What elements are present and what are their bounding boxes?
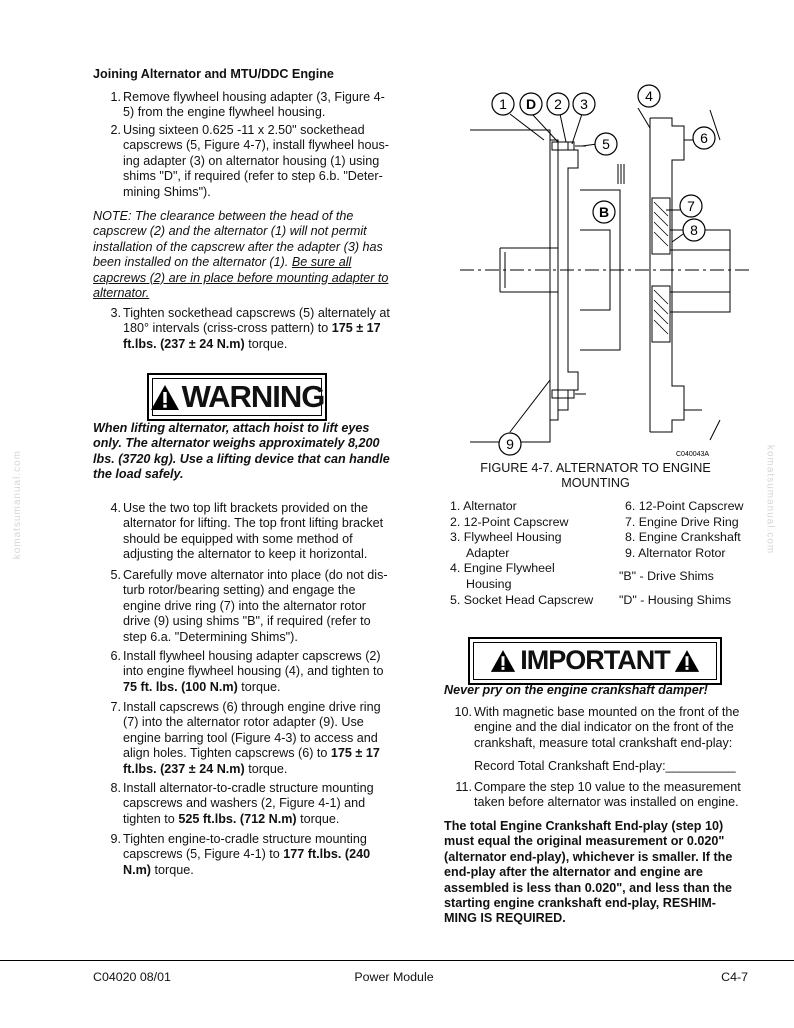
requirement-line: starting engine crankshaft end-play, RESHIM- [444,896,716,911]
note-line: NOTE: The clearance between the head of the [93,209,354,223]
footer-doc-id: C04020 08/01 [93,970,171,984]
step-text-part: capscrews (5, Figure 4-1) to [123,847,284,862]
step-text [123,812,398,827]
step-text: turb rotor/bearing setting) and engage the [123,583,356,598]
warning-triangle-icon [674,649,700,673]
part-item: 1. Alternator [450,499,517,513]
step-number: 11. [455,780,472,794]
step-text: (7) into the alternator rotor adapter (9). Use [123,715,364,730]
final-requirement [444,819,747,927]
note-line [93,255,398,270]
step-text: Tighten sockethead capscrews (5) alternately at [123,306,390,320]
requirement-line: assembled is less than 0.020", and less than the [444,880,733,895]
note-underline: capcrews (2) are in place before mounting adapter to [93,270,389,285]
caption-line: MOUNTING [561,476,630,491]
requirement-line: end-play after the alternator and engine are [444,865,703,880]
step-text-part: torque. [296,811,340,826]
callout-6: 6 [700,130,708,146]
torque-value: 177 ft.lbs. (240 [283,847,371,862]
step-number: 6. [110,649,121,663]
step-text [123,337,398,352]
step-text: With magnetic base mounted on the front of the [474,705,740,719]
step-number: 7. [110,700,121,714]
part-item: 8. Engine Crankshaft [625,530,741,545]
warning-line: only. The alternator weighs approximately 8,200 [93,436,380,451]
step-text: Using sixteen 0.625 -11 x 2.50" sockethead [123,123,365,137]
step-text-part: tighten to [123,811,179,826]
footer-page-number: C4-7 [721,970,748,984]
note-underline: alternator. [93,286,150,301]
step-7 [93,700,398,777]
warning-line: When lifting alternator, attach hoist to lift eyes [93,421,370,435]
step-text: Install capscrews (6) through engine drive ring [123,700,381,714]
note-block [93,209,398,301]
important-note: Never pry on the engine crankshaft damper! [444,683,708,697]
figure-code: C040043A [676,451,710,458]
step-text: shims "D", if required (refer to step 6.b. "Deter- [123,169,383,184]
step-text-part: torque. [151,862,194,877]
part-item: Housing [466,576,512,591]
footer-title: Power Module [354,970,434,984]
part-item: 6. 12-Point Capscrew [625,499,744,513]
part-item: "B" - Drive Shims [619,569,714,584]
torque-value: 75 ft. lbs. (100 N.m) [123,679,238,694]
step-text [123,847,398,862]
part-item: 7. Engine Drive Ring [625,514,739,529]
step-text: Tighten engine-to-cradle structure mounting [123,832,367,846]
step-1 [93,90,398,121]
warning-label: WARNING [181,379,325,415]
part-item: 3. Flywheel Housing [450,530,562,545]
section-heading: Joining Alternator and MTU/DDC Engine [93,67,334,81]
callout-b: B [598,204,610,220]
footer-rule [0,960,794,961]
step-number: 2. [110,123,121,137]
torque-value: ft.lbs. (237 ± 24 N.m) [123,761,245,776]
step-text: mining Shims"). [123,184,211,199]
warning-text [93,421,398,483]
step-number: 1. [110,90,121,104]
part-item: 9. Alternator Rotor [625,545,726,560]
step-text: 5) from the engine flywheel housing. [123,105,326,120]
step-3 [93,306,398,352]
step-number: 10. [454,705,472,719]
step-text-part: torque. [237,679,281,694]
part-item: 5. Socket Head Capscrew [450,592,594,607]
callout-9: 9 [506,436,514,452]
important-banner [468,637,722,685]
step-text [123,321,398,336]
torque-value: N.m) [123,862,151,877]
step-number: 9. [110,832,121,846]
parts-list-left [450,499,620,608]
note-underline: Be sure all [291,255,352,270]
step-text: capscrews (5, Figure 4-7), install flywheel hous- [123,138,389,153]
note-line: installation of the capscrew after the adapter (3) has [93,239,383,254]
step-9 [93,832,398,878]
torque-value: 525 ft.lbs. (712 N.m) [178,811,297,826]
step-text: crankshaft, measure total crankshaft end-play: [474,735,733,750]
callout-1: 1 [499,96,507,112]
callout-4: 4 [645,88,653,104]
callout-d: D [525,96,537,112]
torque-value: 175 ± 17 [330,746,380,761]
step-text [123,680,398,695]
torque-value: 175 ± 17 [331,321,381,336]
record-end-play-field[interactable]: Record Total Crankshaft End-play:__________ [474,759,736,773]
figure-caption [444,461,747,492]
warning-banner [147,373,327,421]
warning-triangle-icon [490,649,516,673]
step-text: Use the two top lift brackets provided on the [123,501,369,515]
step-text [123,746,398,761]
important-label: IMPORTANT [520,645,670,676]
part-item: 2. 12-Point Capscrew [450,514,569,529]
step-text: Install alternator-to-cradle structure mounting [123,781,374,795]
alternator-mounting-diagram [440,80,760,462]
step-2 [93,123,398,200]
parts-list-right [619,499,750,609]
note-text: been installed on the alternator (1). [93,255,289,270]
step-text: capscrews and washers (2, Figure 4-1) and [123,796,366,811]
step-text: Remove flywheel housing adapter (3, Figure 4- [123,90,385,104]
step-8 [93,781,398,827]
caption-line: FIGURE 4-7. ALTERNATOR TO ENGINE [480,461,711,475]
callout-3: 3 [580,96,588,112]
step-text: Install flywheel housing adapter capscrews (2) [123,649,381,663]
warning-line: lbs. (3720 kg). Use a lifting device that can handle [93,451,390,466]
step-text: engine and the dial indicator on the front of the [474,720,734,735]
note-line: capscrew (2) and the alternator (1) will not permit [93,224,367,239]
step-text: into engine flywheel housing (4), and tighten to [123,664,384,679]
step-text: adjusting the alternator to keep it horizontal. [123,547,368,562]
callout-8: 8 [690,222,698,238]
callout-7: 7 [687,198,695,214]
step-text: drive (9) using shims "B", if required (refer to [123,614,371,629]
step-text: ing adapter (3) on alternator housing (1) using [123,153,380,168]
step-text: engine barring tool (Figure 4-3) to access and [123,730,378,745]
callout-5: 5 [602,136,610,152]
step-10 [444,705,748,751]
requirement-line: (alternator end-play), whichever is smaller. If the [444,849,733,864]
step-number: 3. [110,306,121,320]
part-item: 4. Engine Flywheel [450,561,555,576]
step-11 [444,780,748,811]
step-number: 4. [110,501,121,515]
part-item: Adapter [466,545,510,560]
step-text-part: align holes. Tighten capscrews (6) to [123,746,331,761]
step-text: engine drive ring (7) into the alternator rotor [123,598,366,613]
warning-line: the load safely. [93,467,184,482]
step-text: taken before alternator was installed on engine. [474,795,739,810]
requirement-line: MING IS REQUIRED. [444,911,566,926]
requirement-line: The total Engine Crankshaft End-play (step 10) [444,819,724,833]
step-text [123,863,398,878]
step-text: alternator for lifting. The top front lifting bracket [123,516,384,531]
watermark-right: komatsumanual.com [764,445,776,555]
step-text: step 6.a. "Determining Shims"). [123,629,298,644]
step-text: Carefully move alternator into place (do not dis- [123,568,388,582]
part-item: "D" - Housing Shims [619,592,732,607]
torque-value: ft.lbs. (237 ± 24 N.m) [123,336,245,351]
step-text-part: torque. [244,761,288,776]
callout-2: 2 [554,96,562,112]
step-text: Compare the step 10 value to the measurement [474,780,741,794]
requirement-line: must equal the original measurement or 0.020" [444,834,725,849]
warning-triangle-icon [150,384,180,411]
step-6 [93,649,398,695]
step-number: 5. [110,568,121,582]
step-text: should be equipped with some method of [123,531,353,546]
step-4 [93,501,398,563]
step-text-part: torque. [244,336,288,351]
step-number: 8. [110,781,121,795]
watermark-left: komatsumanual.com [12,450,23,560]
step-text [123,762,398,777]
step-text-part: 180° intervals (criss-cross pattern) to [123,321,332,336]
step-5 [93,568,398,645]
